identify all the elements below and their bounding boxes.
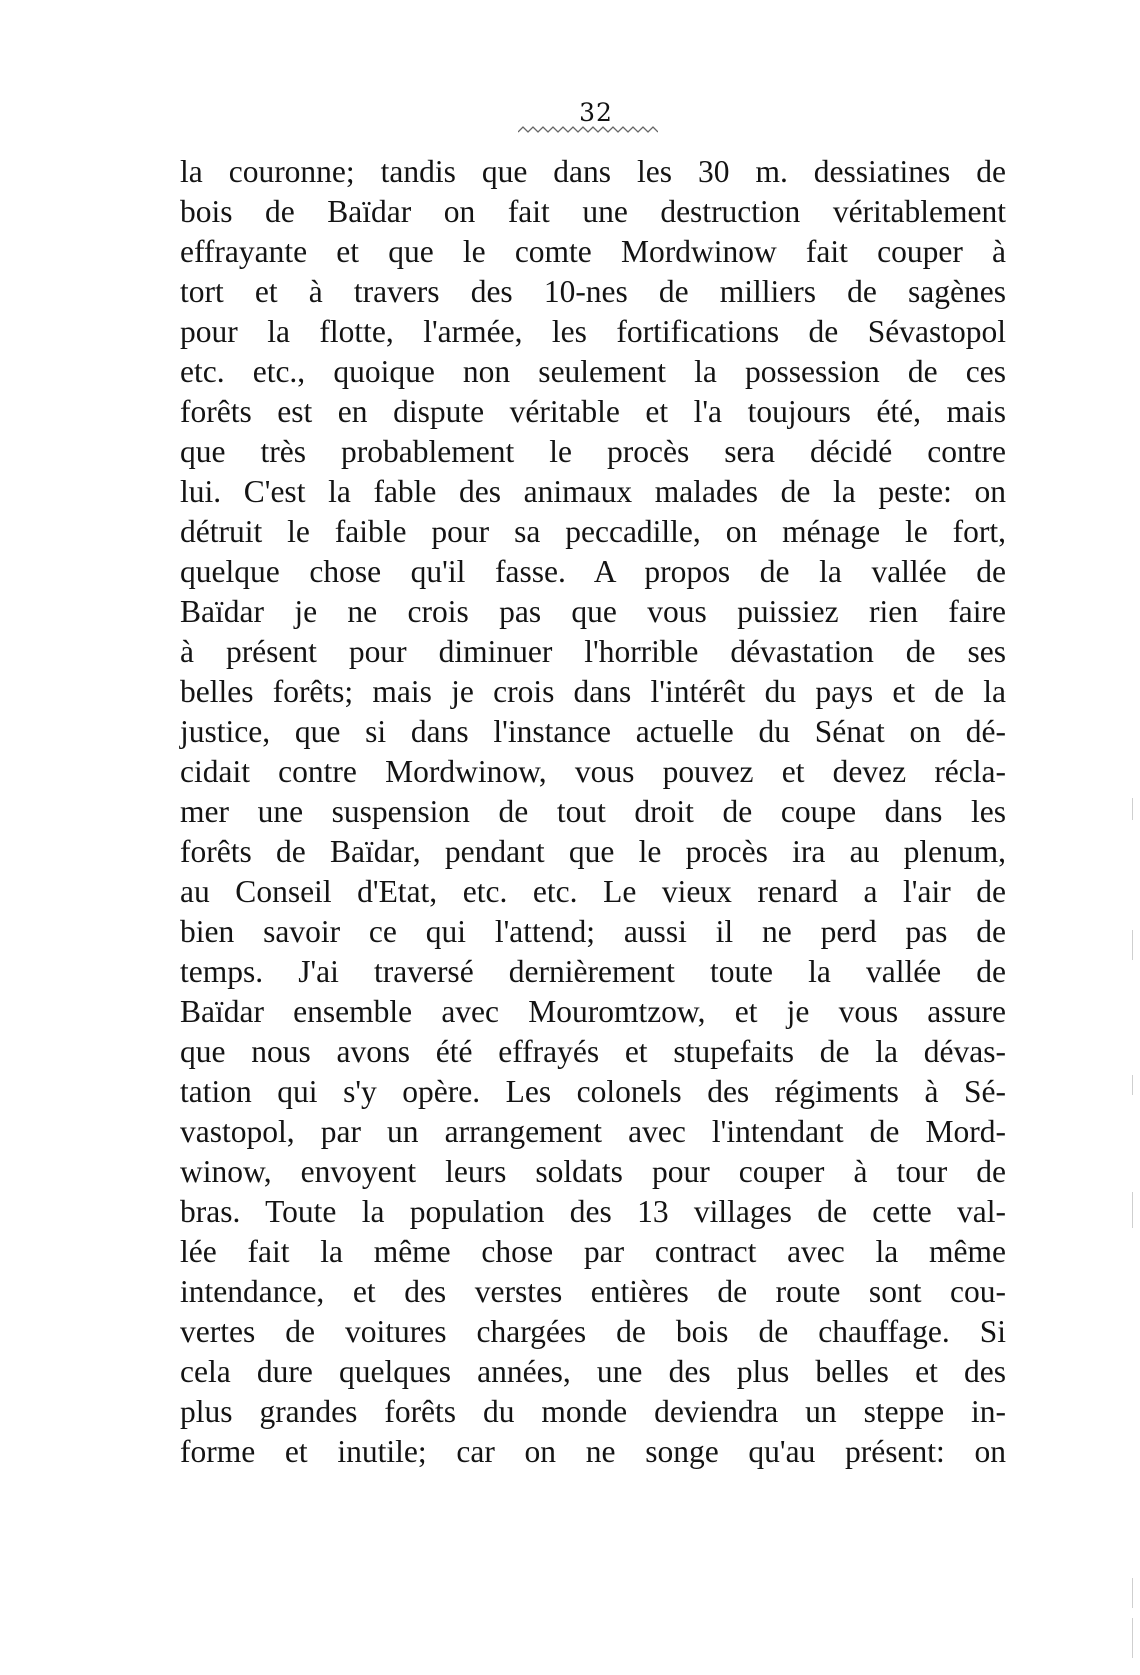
text-line: cidait contre Mordwinow, vous pouvez et devez récla-: [180, 754, 1006, 789]
scan-mark: [1132, 930, 1133, 960]
scan-mark: [1132, 1578, 1133, 1608]
text-line: lui. C'est la fable des animaux malades de la peste: on: [180, 474, 1006, 509]
text-line: etc. etc., quoique non seulement la possession de ces: [180, 354, 1006, 389]
text-line: temps. J'ai traversé dernièrement toute la vallée de: [180, 954, 1006, 989]
page-number-ornament: [518, 124, 658, 136]
text-line: intendance, et des verstes entières de route sont cou-: [180, 1274, 1006, 1309]
text-line: forme et inutile; car on ne songe qu'au présent: on: [180, 1434, 1006, 1469]
text-line: justice, que si dans l'instance actuelle du Sénat on dé-: [180, 714, 1006, 749]
text-line: détruit le faible pour sa peccadille, on ménage le fort,: [180, 514, 1006, 549]
text-line: vertes de voitures chargées de bois de chauffage. Si: [180, 1314, 1006, 1349]
text-line: mer une suspension de tout droit de coupe dans les: [180, 794, 1006, 829]
text-line: bien savoir ce qui l'attend; aussi il ne perd pas de: [180, 914, 1006, 949]
text-line: belles forêts; mais je crois dans l'intérêt du pays et de la: [180, 674, 1006, 709]
text-line: forêts est en dispute véritable et l'a toujours été, mais: [180, 394, 1006, 429]
text-line: que très probablement le procès sera décidé contre: [180, 434, 1006, 469]
text-line: que nous avons été effrayés et stupefaits de la dévas-: [180, 1034, 1006, 1069]
text-line: bois de Baïdar on fait une destruction véritablement: [180, 194, 1006, 229]
text-line: pour la flotte, l'armée, les fortifications de Sévastopol: [180, 314, 1006, 349]
text-line: la couronne; tandis que dans les 30 m. dessiatines de: [180, 154, 1006, 189]
text-line: Baïdar ensemble avec Mouromtzow, et je vous assure: [180, 994, 1006, 1029]
scan-mark: [1132, 1192, 1133, 1228]
text-line: effrayante et que le comte Mordwinow fait couper à: [180, 234, 1006, 269]
text-line: au Conseil d'Etat, etc. etc. Le vieux renard a l'air de: [180, 874, 1006, 909]
text-line: à présent pour diminuer l'horrible dévastation de ses: [180, 634, 1006, 669]
text-line: bras. Toute la population des 13 villages de cette val-: [180, 1194, 1006, 1229]
text-line: vastopol, par un arrangement avec l'intendant de Mord-: [180, 1114, 1006, 1149]
text-line: plus grandes forêts du monde deviendra un steppe in-: [180, 1394, 1006, 1429]
text-line: forêts de Baïdar, pendant que le procès ira au plenum,: [180, 834, 1006, 869]
text-line: tation qui s'y opère. Les colonels des régiments à Sé-: [180, 1074, 1006, 1109]
text-line: winow, envoyent leurs soldats pour couper à tour de: [180, 1154, 1006, 1189]
text-line: Baïdar je ne crois pas que vous puissiez rien faire: [180, 594, 1006, 629]
text-line: cela dure quelques années, une des plus belles et des: [180, 1354, 1006, 1389]
text-line: tort et à travers des 10-nes de milliers de sagènes: [180, 274, 1006, 309]
text-line: lée fait la même chose par contract avec la même: [180, 1234, 1006, 1269]
text-line: quelque chose qu'il fasse. A propos de la vallée de: [180, 554, 1006, 589]
scan-mark: [1132, 1075, 1133, 1095]
scan-mark: [1132, 1618, 1133, 1658]
scan-mark: [1132, 798, 1133, 820]
page-number: 32: [579, 98, 613, 127]
body-text: [180, 152, 1006, 1472]
